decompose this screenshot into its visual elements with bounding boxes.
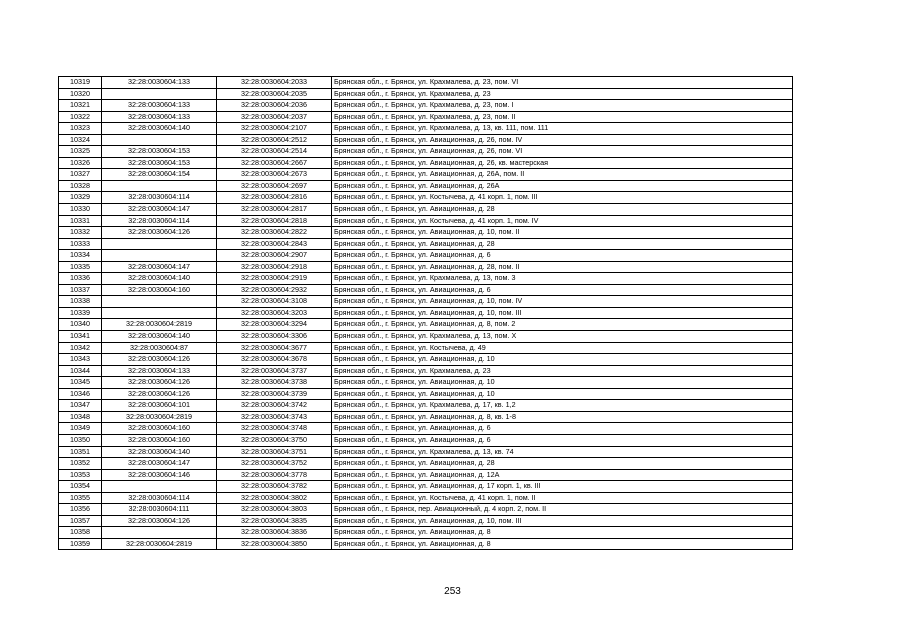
row-number-cell: 10343	[59, 354, 102, 366]
parcel-number-cell: 32:28:0030604:153	[102, 146, 217, 158]
object-number-cell: 32:28:0030604:3778	[217, 469, 332, 481]
row-number-cell: 10350	[59, 434, 102, 446]
table-row	[59, 458, 793, 470]
row-number-cell: 10340	[59, 319, 102, 331]
object-number-cell: 32:28:0030604:3306	[217, 331, 332, 343]
object-number-cell: 32:28:0030604:2818	[217, 215, 332, 227]
table-row	[59, 515, 793, 527]
parcel-number-cell: 32:28:0030604:126	[102, 377, 217, 389]
table-row	[59, 423, 793, 435]
row-number-cell: 10354	[59, 481, 102, 493]
table-row	[59, 100, 793, 112]
address-cell: Брянская обл., г. Брянск, ул. Авиационная, д. 6	[332, 434, 793, 446]
address-cell: Брянская обл., г. Брянск, ул. Авиационная, д. 26, пом. IV	[332, 134, 793, 146]
address-cell: Брянская обл., г. Брянск, ул. Авиационная, д. 8, кв. 1-8	[332, 411, 793, 423]
row-number-cell: 10357	[59, 515, 102, 527]
parcel-number-cell: 32:28:0030604:126	[102, 515, 217, 527]
address-cell: Брянская обл., г. Брянск, ул. Крахмалева, д. 23	[332, 88, 793, 100]
parcel-number-cell: 32:28:0030604:101	[102, 400, 217, 412]
table-row	[59, 492, 793, 504]
object-number-cell: 32:28:0030604:2107	[217, 123, 332, 135]
object-number-cell: 32:28:0030604:3750	[217, 434, 332, 446]
object-number-cell: 32:28:0030604:3678	[217, 354, 332, 366]
parcel-number-cell: 32:28:0030604:133	[102, 100, 217, 112]
row-number-cell: 10333	[59, 238, 102, 250]
table-body	[59, 77, 793, 550]
object-number-cell: 32:28:0030604:3850	[217, 538, 332, 550]
row-number-cell: 10322	[59, 111, 102, 123]
table-row	[59, 377, 793, 389]
address-cell: Брянская обл., г. Брянск, ул. Авиационная, д. 10	[332, 377, 793, 389]
address-cell: Брянская обл., г. Брянск, ул. Крахмалева, д. 13, пом. X	[332, 331, 793, 343]
address-cell: Брянская обл., г. Брянск, ул. Авиационная, д. 8, пом. 2	[332, 319, 793, 331]
parcel-number-cell: 32:28:0030604:111	[102, 504, 217, 516]
address-cell: Брянская обл., г. Брянск, ул. Крахмалева, д. 17, кв. 1,2	[332, 400, 793, 412]
row-number-cell: 10344	[59, 365, 102, 377]
row-number-cell: 10342	[59, 342, 102, 354]
table-row	[59, 261, 793, 273]
object-number-cell: 32:28:0030604:3743	[217, 411, 332, 423]
address-cell: Брянская обл., г. Брянск, ул. Костычева, д. 41 корп. 1, пом. IV	[332, 215, 793, 227]
object-number-cell: 32:28:0030604:2036	[217, 100, 332, 112]
object-number-cell: 32:28:0030604:2697	[217, 180, 332, 192]
address-cell: Брянская обл., г. Брянск, ул. Авиационная, д. 10, пом. IV	[332, 296, 793, 308]
address-cell: Брянская обл., г. Брянск, ул. Авиационная, д. 10, пом. II	[332, 227, 793, 239]
parcel-number-cell: 32:28:0030604:114	[102, 215, 217, 227]
parcel-number-cell: 32:28:0030604:140	[102, 446, 217, 458]
address-cell: Брянская обл., г. Брянск, ул. Авиационная, д. 26А, пом. II	[332, 169, 793, 181]
row-number-cell: 10327	[59, 169, 102, 181]
object-number-cell: 32:28:0030604:3835	[217, 515, 332, 527]
table-row	[59, 342, 793, 354]
table-row	[59, 296, 793, 308]
object-number-cell: 32:28:0030604:3677	[217, 342, 332, 354]
parcel-number-cell: 32:28:0030604:160	[102, 423, 217, 435]
address-cell: Брянская обл., г. Брянск, ул. Крахмалева, д. 23	[332, 365, 793, 377]
table-row	[59, 434, 793, 446]
object-number-cell: 32:28:0030604:3294	[217, 319, 332, 331]
address-cell: Брянская обл., г. Брянск, ул. Авиационная, д. 28	[332, 204, 793, 216]
address-cell: Брянская обл., г. Брянск, ул. Авиационная, д. 26, пом. VI	[332, 146, 793, 158]
parcel-number-cell	[102, 238, 217, 250]
row-number-cell: 10355	[59, 492, 102, 504]
row-number-cell: 10338	[59, 296, 102, 308]
table-row	[59, 331, 793, 343]
object-number-cell: 32:28:0030604:2512	[217, 134, 332, 146]
row-number-cell: 10351	[59, 446, 102, 458]
parcel-number-cell: 32:28:0030604:114	[102, 492, 217, 504]
table-row	[59, 446, 793, 458]
object-number-cell: 32:28:0030604:2673	[217, 169, 332, 181]
parcel-number-cell: 32:28:0030604:153	[102, 157, 217, 169]
row-number-cell: 10325	[59, 146, 102, 158]
address-cell: Брянская обл., г. Брянск, ул. Крахмалева, д. 13, кв. 111, пом. 111	[332, 123, 793, 135]
parcel-number-cell: 32:28:0030604:140	[102, 331, 217, 343]
parcel-number-cell	[102, 134, 217, 146]
page-number: 253	[444, 586, 461, 597]
table-row	[59, 157, 793, 169]
object-number-cell: 32:28:0030604:2033	[217, 77, 332, 89]
table-row	[59, 111, 793, 123]
parcel-number-cell: 32:28:0030604:133	[102, 77, 217, 89]
parcel-number-cell: 32:28:0030604:114	[102, 192, 217, 204]
address-cell: Брянская обл., г. Брянск, ул. Авиационная, д. 10, пом. III	[332, 307, 793, 319]
row-number-cell: 10330	[59, 204, 102, 216]
row-number-cell: 10339	[59, 307, 102, 319]
object-number-cell: 32:28:0030604:3203	[217, 307, 332, 319]
object-number-cell: 32:28:0030604:3803	[217, 504, 332, 516]
row-number-cell: 10346	[59, 388, 102, 400]
address-cell: Брянская обл., г. Брянск, ул. Крахмалева, д. 23, пом. VI	[332, 77, 793, 89]
address-cell: Брянская обл., г. Брянск, ул. Костычева, д. 41 корп. 1, пом. III	[332, 192, 793, 204]
object-number-cell: 32:28:0030604:2822	[217, 227, 332, 239]
table-row	[59, 134, 793, 146]
object-number-cell: 32:28:0030604:3836	[217, 527, 332, 539]
address-cell: Брянская обл., г. Брянск, ул. Авиационная, д. 26, кв. мастерская	[332, 157, 793, 169]
parcel-number-cell: 32:28:0030604:160	[102, 284, 217, 296]
table-row	[59, 273, 793, 285]
parcel-number-cell	[102, 481, 217, 493]
parcel-number-cell: 32:28:0030604:133	[102, 111, 217, 123]
row-number-cell: 10336	[59, 273, 102, 285]
table-row	[59, 250, 793, 262]
table-row	[59, 481, 793, 493]
row-number-cell: 10341	[59, 331, 102, 343]
parcel-number-cell: 32:28:0030604:126	[102, 354, 217, 366]
row-number-cell: 10359	[59, 538, 102, 550]
table-row	[59, 388, 793, 400]
row-number-cell: 10334	[59, 250, 102, 262]
address-cell: Брянская обл., г. Брянск, ул. Авиационная, д. 17 корп. 1, кв. III	[332, 481, 793, 493]
table-row	[59, 204, 793, 216]
row-number-cell: 10353	[59, 469, 102, 481]
parcel-number-cell: 32:28:0030604:147	[102, 204, 217, 216]
address-cell: Брянская обл., г. Брянск, ул. Авиационная, д. 28, пом. II	[332, 261, 793, 273]
table-row	[59, 146, 793, 158]
object-number-cell: 32:28:0030604:2514	[217, 146, 332, 158]
table-row	[59, 354, 793, 366]
table-row	[59, 238, 793, 250]
row-number-cell: 10331	[59, 215, 102, 227]
object-number-cell: 32:28:0030604:2932	[217, 284, 332, 296]
parcel-number-cell: 32:28:0030604:133	[102, 365, 217, 377]
parcel-number-cell: 32:28:0030604:154	[102, 169, 217, 181]
address-cell: Брянская обл., г. Брянск, ул. Авиационная, д. 6	[332, 423, 793, 435]
address-cell: Брянская обл., г. Брянск, ул. Крахмалева, д. 13, пом. 3	[332, 273, 793, 285]
table-row	[59, 77, 793, 89]
object-number-cell: 32:28:0030604:3737	[217, 365, 332, 377]
parcel-number-cell: 32:28:0030604:140	[102, 273, 217, 285]
object-number-cell: 32:28:0030604:3782	[217, 481, 332, 493]
object-number-cell: 32:28:0030604:2816	[217, 192, 332, 204]
row-number-cell: 10335	[59, 261, 102, 273]
table-row	[59, 192, 793, 204]
object-number-cell: 32:28:0030604:3748	[217, 423, 332, 435]
row-number-cell: 10320	[59, 88, 102, 100]
address-cell: Брянская обл., г. Брянск, пер. Авиационный, д. 4 корп. 2, пом. II	[332, 504, 793, 516]
address-cell: Брянская обл., г. Брянск, ул. Авиационная, д. 10	[332, 354, 793, 366]
parcel-number-cell: 32:28:0030604:2819	[102, 411, 217, 423]
table-row	[59, 307, 793, 319]
row-number-cell: 10352	[59, 458, 102, 470]
object-number-cell: 32:28:0030604:3739	[217, 388, 332, 400]
object-number-cell: 32:28:0030604:2907	[217, 250, 332, 262]
row-number-cell: 10323	[59, 123, 102, 135]
table-row	[59, 504, 793, 516]
table-row	[59, 180, 793, 192]
object-number-cell: 32:28:0030604:2037	[217, 111, 332, 123]
address-cell: Брянская обл., г. Брянск, ул. Авиационная, д. 8	[332, 538, 793, 550]
parcel-number-cell: 32:28:0030604:147	[102, 261, 217, 273]
object-number-cell: 32:28:0030604:3742	[217, 400, 332, 412]
address-cell: Брянская обл., г. Брянск, ул. Авиационная, д. 12А	[332, 469, 793, 481]
row-number-cell: 10356	[59, 504, 102, 516]
parcel-number-cell	[102, 88, 217, 100]
object-number-cell: 32:28:0030604:2919	[217, 273, 332, 285]
parcel-number-cell: 32:28:0030604:2819	[102, 319, 217, 331]
table-row	[59, 411, 793, 423]
row-number-cell: 10321	[59, 100, 102, 112]
parcel-number-cell: 32:28:0030604:2819	[102, 538, 217, 550]
table-row	[59, 284, 793, 296]
row-number-cell: 10326	[59, 157, 102, 169]
parcel-number-cell: 32:28:0030604:126	[102, 227, 217, 239]
parcel-number-cell	[102, 296, 217, 308]
table-row	[59, 88, 793, 100]
table-row	[59, 215, 793, 227]
row-number-cell: 10348	[59, 411, 102, 423]
row-number-cell: 10328	[59, 180, 102, 192]
object-number-cell: 32:28:0030604:3751	[217, 446, 332, 458]
row-number-cell: 10345	[59, 377, 102, 389]
row-number-cell: 10337	[59, 284, 102, 296]
address-cell: Брянская обл., г. Брянск, ул. Авиационная, д. 8	[332, 527, 793, 539]
address-cell: Брянская обл., г. Брянск, ул. Крахмалева, д. 13, кв. 74	[332, 446, 793, 458]
address-cell: Брянская обл., г. Брянск, ул. Авиационная, д. 10, пом. III	[332, 515, 793, 527]
object-number-cell: 32:28:0030604:2035	[217, 88, 332, 100]
address-cell: Брянская обл., г. Брянск, ул. Авиационная, д. 6	[332, 250, 793, 262]
parcel-number-cell: 32:28:0030604:160	[102, 434, 217, 446]
address-cell: Брянская обл., г. Брянск, ул. Авиационная, д. 28	[332, 238, 793, 250]
object-number-cell: 32:28:0030604:2817	[217, 204, 332, 216]
parcel-number-cell: 32:28:0030604:126	[102, 388, 217, 400]
parcel-number-cell	[102, 307, 217, 319]
parcel-number-cell	[102, 527, 217, 539]
row-number-cell: 10324	[59, 134, 102, 146]
address-cell: Брянская обл., г. Брянск, ул. Авиационная, д. 26А	[332, 180, 793, 192]
parcel-number-cell: 32:28:0030604:140	[102, 123, 217, 135]
address-cell: Брянская обл., г. Брянск, ул. Авиационная, д. 6	[332, 284, 793, 296]
table-row	[59, 365, 793, 377]
object-number-cell: 32:28:0030604:2918	[217, 261, 332, 273]
row-number-cell: 10349	[59, 423, 102, 435]
row-number-cell: 10319	[59, 77, 102, 89]
table-row	[59, 319, 793, 331]
address-cell: Брянская обл., г. Брянск, ул. Костычева, д. 49	[332, 342, 793, 354]
object-number-cell: 32:28:0030604:3108	[217, 296, 332, 308]
cadastral-table	[58, 76, 793, 550]
address-cell: Брянская обл., г. Брянск, ул. Костычева, д. 41 корп. 1, пом. II	[332, 492, 793, 504]
table-row	[59, 123, 793, 135]
parcel-number-cell: 32:28:0030604:87	[102, 342, 217, 354]
object-number-cell: 32:28:0030604:3738	[217, 377, 332, 389]
object-number-cell: 32:28:0030604:3802	[217, 492, 332, 504]
address-cell: Брянская обл., г. Брянск, ул. Крахмалева, д. 23, пом. II	[332, 111, 793, 123]
address-cell: Брянская обл., г. Брянск, ул. Крахмалева, д. 23, пом. I	[332, 100, 793, 112]
object-number-cell: 32:28:0030604:2843	[217, 238, 332, 250]
table-row	[59, 527, 793, 539]
row-number-cell: 10358	[59, 527, 102, 539]
parcel-number-cell	[102, 250, 217, 262]
object-number-cell: 32:28:0030604:2667	[217, 157, 332, 169]
object-number-cell: 32:28:0030604:3752	[217, 458, 332, 470]
table-row	[59, 169, 793, 181]
row-number-cell: 10347	[59, 400, 102, 412]
row-number-cell: 10332	[59, 227, 102, 239]
address-cell: Брянская обл., г. Брянск, ул. Авиационная, д. 10	[332, 388, 793, 400]
parcel-number-cell	[102, 180, 217, 192]
table-row	[59, 469, 793, 481]
parcel-number-cell: 32:28:0030604:146	[102, 469, 217, 481]
table-row	[59, 400, 793, 412]
parcel-number-cell: 32:28:0030604:147	[102, 458, 217, 470]
table-row	[59, 227, 793, 239]
table-row	[59, 538, 793, 550]
address-cell: Брянская обл., г. Брянск, ул. Авиационная, д. 28	[332, 458, 793, 470]
row-number-cell: 10329	[59, 192, 102, 204]
